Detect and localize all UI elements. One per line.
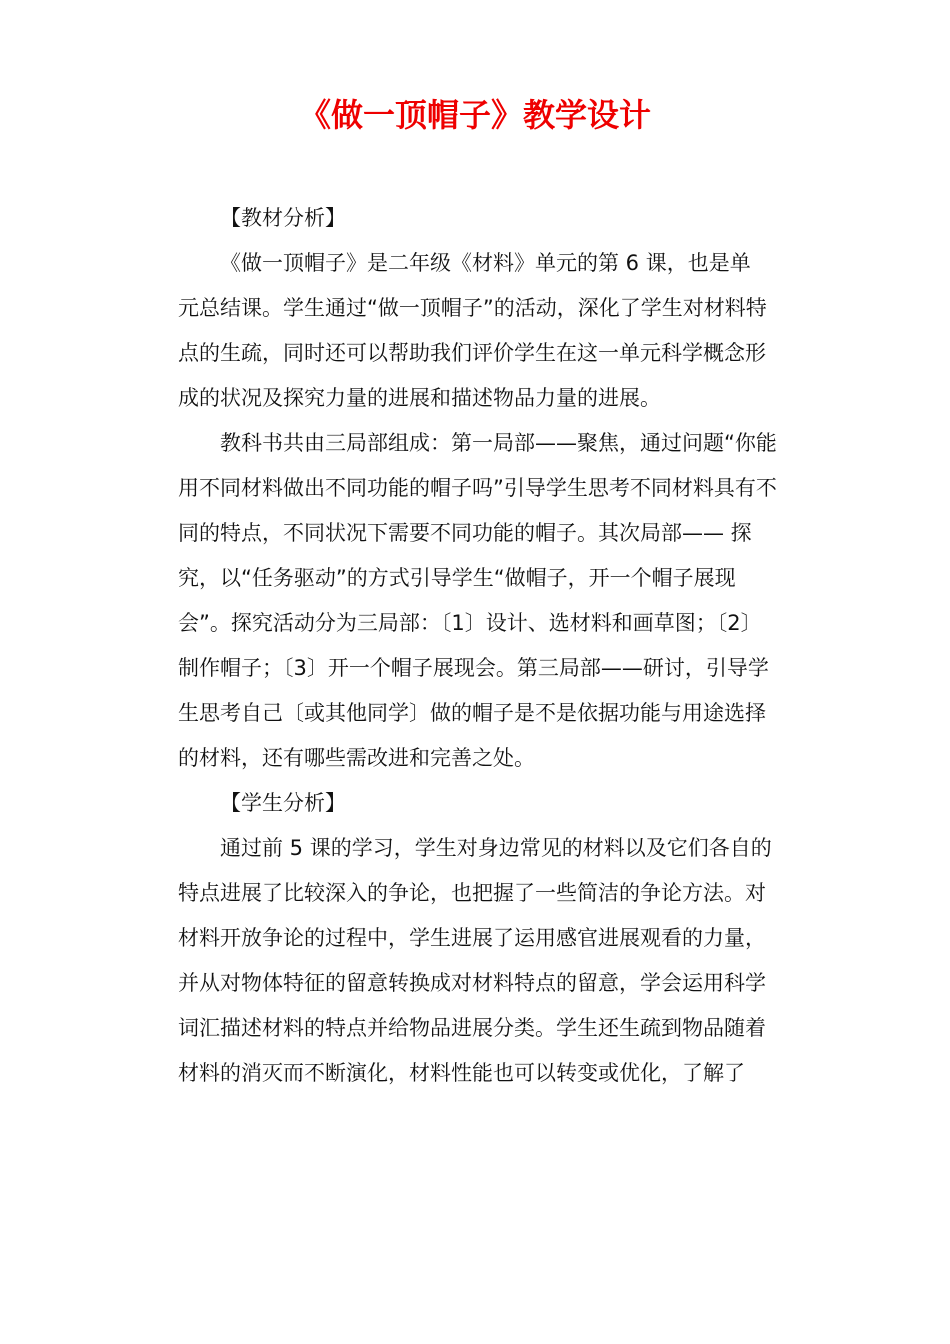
text-line: 制作帽子；〔3〕开一个帽子展现会。第三局部——研讨，引导学 bbox=[178, 656, 769, 680]
text-line: 生思考自己〔或其他同学〕做的帽子是不是依据功能与用途选择 bbox=[178, 701, 766, 725]
text-line: 点的生疏，同时还可以帮助我们评价学生在这一单元科学概念形 bbox=[178, 341, 766, 365]
text-line: 元总结课。学生通过“做一顶帽子”的活动，深化了学生对材料特 bbox=[178, 296, 767, 320]
text-line: 特点进展了比较深入的争论，也把握了一些简洁的争论方法。对 bbox=[178, 881, 766, 905]
text-line: 材料开放争论的过程中，学生进展了运用感官进展观看的力量， bbox=[178, 926, 766, 950]
paragraph-student-1 bbox=[178, 826, 818, 1096]
text-line: 《做一顶帽子》是二年级《材料》单元的第 6 课，也是单 bbox=[220, 251, 751, 275]
text-line: 教科书共由三局部组成：第一局部——聚焦，通过问题“你能 bbox=[220, 431, 777, 455]
text-line: 的材料，还有哪些需改进和完善之处。 bbox=[178, 746, 535, 770]
text-line: 会”。探究活动分为三局部：〔1〕设计、选材料和画草图；〔2〕 bbox=[178, 611, 762, 635]
text-line: 并从对物体特征的留意转换成对材料特点的留意，学会运用科学 bbox=[178, 971, 766, 995]
text-line: 究，以“任务驱动”的方式引导学生“做帽子，开一个帽子展现 bbox=[178, 566, 736, 590]
text-line: 通过前 5 课的学习，学生对身边常见的材料以及它们各自的 bbox=[220, 836, 772, 860]
section-heading-material-analysis: 【教材分析】 bbox=[220, 206, 346, 230]
paragraph-material-2 bbox=[178, 421, 818, 781]
paragraph-material-1 bbox=[178, 241, 818, 421]
document-body bbox=[178, 196, 818, 1096]
text-line: 成的状况及探究力量的进展和描述物品力量的进展。 bbox=[178, 386, 661, 410]
text-line: 用不同材料做出不同功能的帽子吗”引导学生思考不同材料具有不 bbox=[178, 476, 777, 500]
document-title: 《做一顶帽子》教学设计 bbox=[298, 96, 651, 134]
text-line: 同的特点，不同状况下需要不同功能的帽子。其次局部—— 探 bbox=[178, 521, 752, 545]
text-line: 词汇描述材料的特点并给物品进展分类。学生还生疏到物品随着 bbox=[178, 1016, 766, 1040]
section-heading-student-analysis: 【学生分析】 bbox=[220, 791, 346, 815]
text-line: 材料的消灭而不断演化，材料性能也可以转变或优化，了解了 bbox=[178, 1061, 745, 1085]
